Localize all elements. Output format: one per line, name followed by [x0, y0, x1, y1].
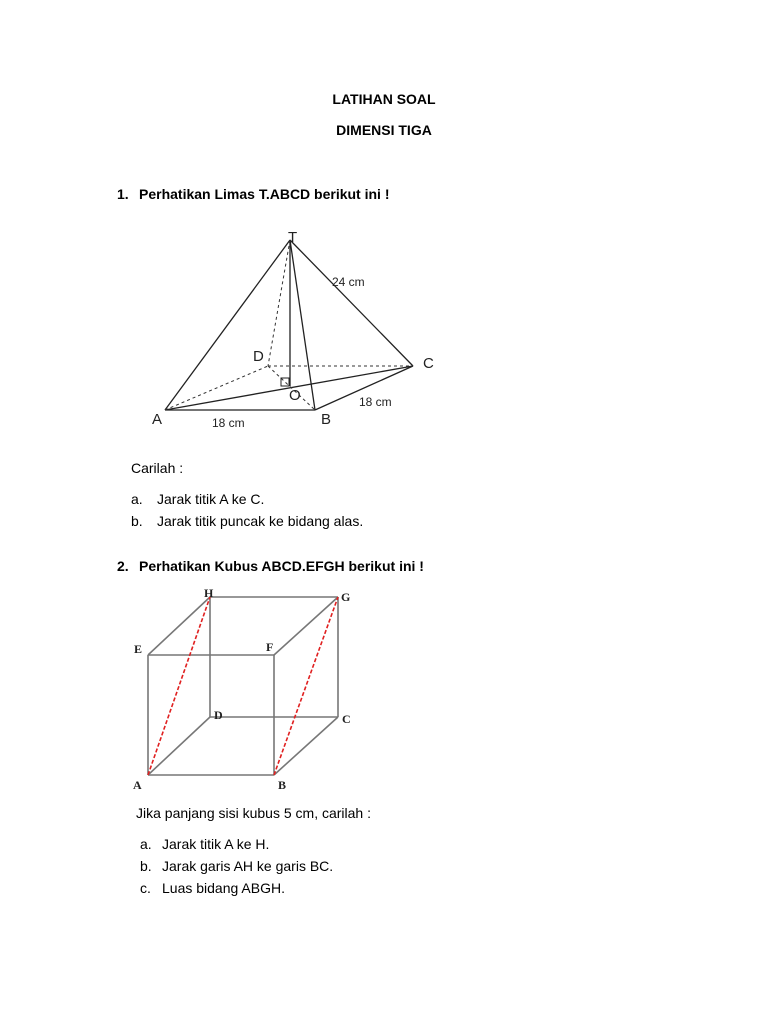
q2-item-c-marker: c.: [140, 880, 151, 896]
label-edge-bc: 18 cm: [359, 395, 392, 409]
edge-td-hidden: [268, 240, 290, 366]
q2-heading: Perhatikan Kubus ABCD.EFGH berikut ini !: [139, 558, 424, 574]
label-b: B: [321, 411, 332, 428]
label-d: D: [253, 348, 264, 365]
q1-heading: Perhatikan Limas T.ABCD berikut ini !: [139, 186, 390, 202]
label-f: F: [266, 640, 274, 654]
label-a: A: [152, 411, 163, 428]
q2-item-a-marker: a.: [140, 836, 152, 852]
q1-prompt: Carilah :: [131, 460, 184, 476]
label-a: A: [133, 778, 142, 792]
label-e: E: [134, 642, 143, 656]
q1-item-a-marker: a.: [131, 491, 143, 507]
q2-item-c: Luas bidang ABGH.: [162, 880, 285, 896]
q1-item-a: Jarak titik A ke C.: [157, 491, 265, 507]
label-h: H: [204, 586, 214, 600]
q2-number: 2.: [117, 558, 129, 574]
q1-number: 1.: [117, 186, 129, 202]
q2-item-a: Jarak titik A ke H.: [162, 836, 270, 852]
label-o: O: [289, 387, 301, 404]
q1-item-b-marker: b.: [131, 513, 143, 529]
label-c: C: [342, 712, 351, 726]
edge-tc: [290, 240, 413, 366]
label-d: D: [214, 708, 223, 722]
document-title: LATIHAN SOAL: [332, 91, 436, 107]
label-c: C: [423, 355, 434, 372]
label-edge-ab: 18 cm: [212, 416, 245, 430]
diagonal-ah: [148, 597, 210, 775]
q2-item-b-marker: b.: [140, 858, 152, 874]
diagonal-bg: [274, 597, 338, 775]
q2-item-b: Jarak garis AH ke garis BC.: [162, 858, 334, 874]
q1-item-b: Jarak titik puncak ke bidang alas.: [157, 513, 364, 529]
edge-ta: [165, 240, 290, 410]
label-g: G: [341, 590, 351, 604]
document-subtitle: DIMENSI TIGA: [336, 122, 432, 138]
cube-figure: [128, 585, 368, 795]
label-b: B: [278, 778, 287, 792]
label-edge-tc: 24 cm: [332, 275, 365, 289]
q2-prompt: Jika panjang sisi kubus 5 cm, carilah :: [136, 805, 371, 821]
pyramid-figure: [140, 220, 450, 440]
label-t: T: [288, 229, 298, 246]
